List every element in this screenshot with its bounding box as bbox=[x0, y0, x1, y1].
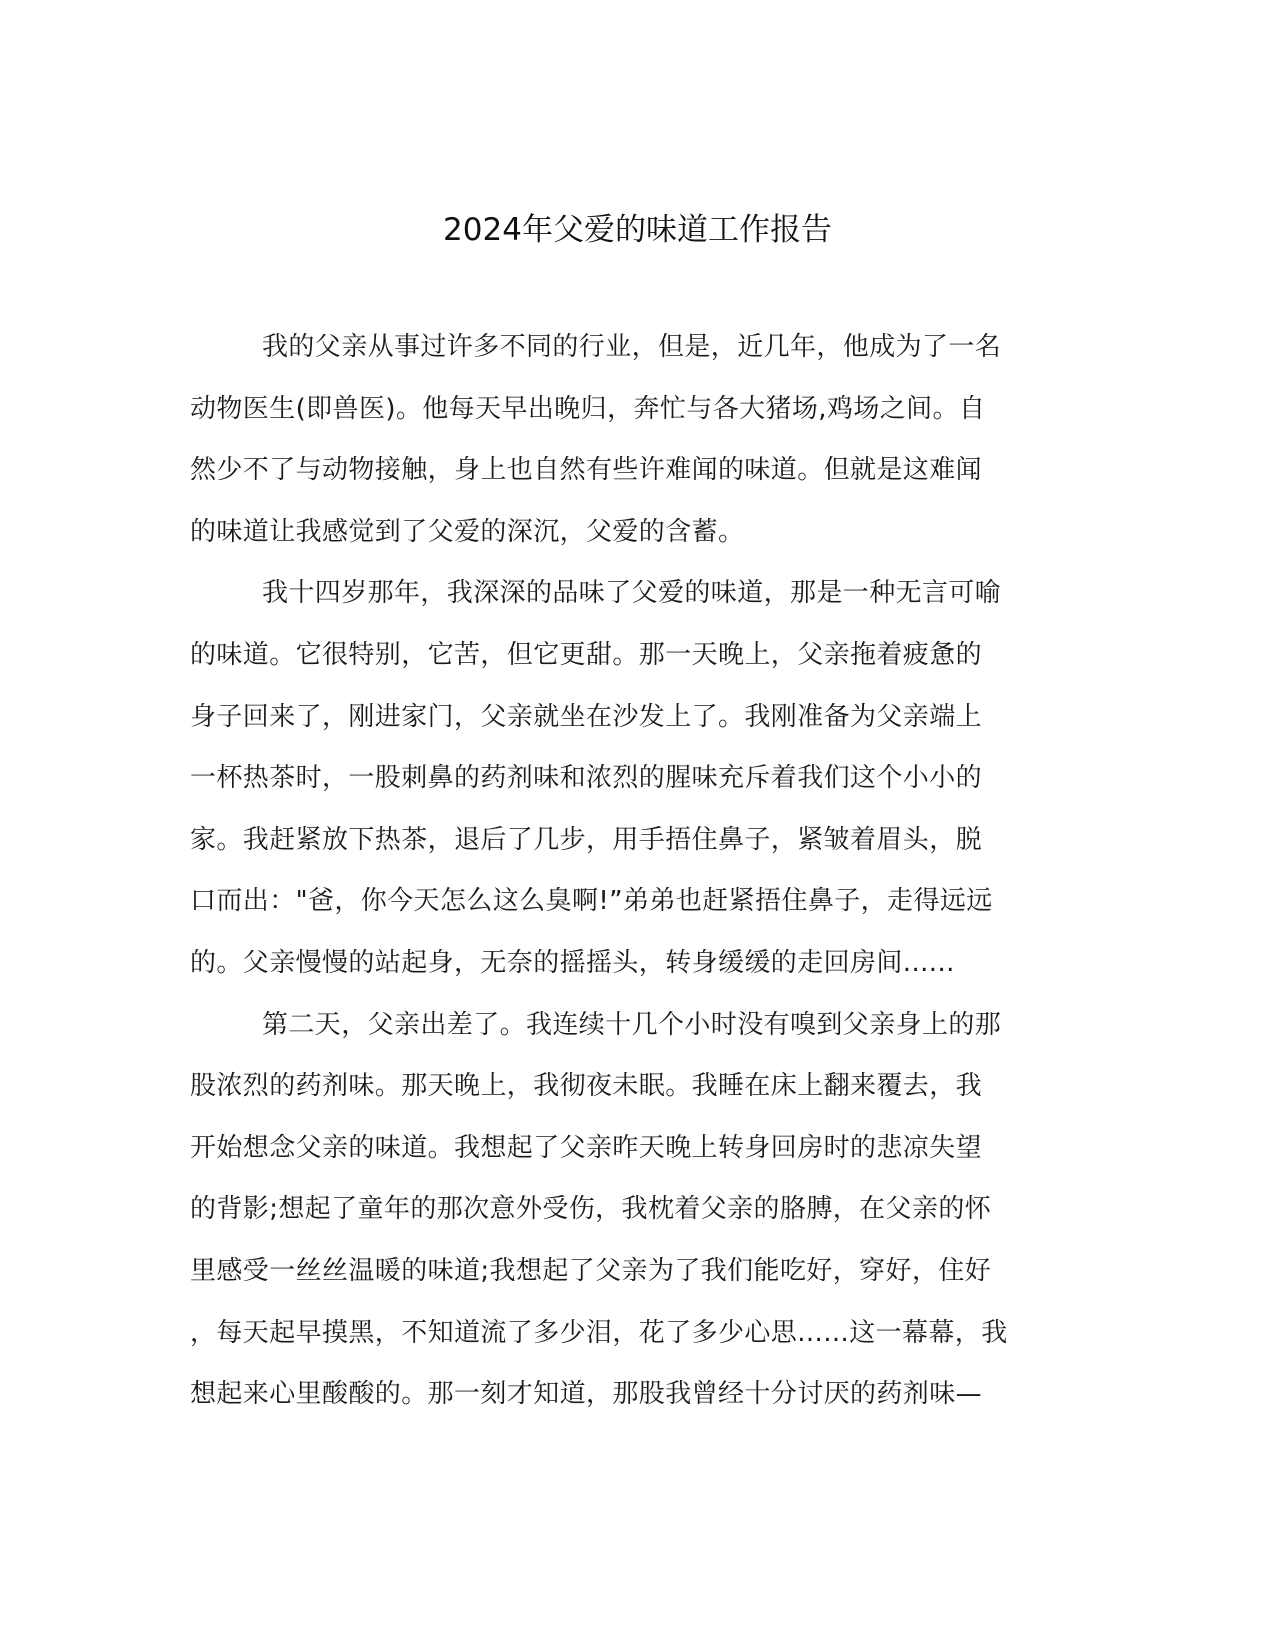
body-line: 口而出："爸，你今天怎么这么臭啊!”弟弟也赶紧捂住鼻子，走得远远 bbox=[190, 886, 993, 917]
body-line: 第二天，父亲出差了。我连续十几个小时没有嗅到父亲身上的那 bbox=[262, 1009, 1002, 1040]
body-line: 动物医生(即兽医)。他每天早出晚归，奔忙与各大猪场,鸡场之间。自 bbox=[190, 393, 986, 424]
document-title: 2024年父爱的味道工作报告 bbox=[443, 212, 832, 248]
body-line: 我十四岁那年，我深深的品味了父爱的味道，那是一种无言可喻 bbox=[262, 578, 1002, 609]
body-line: 然少不了与动物接触，身上也自然有些许难闻的味道。但就是这难闻 bbox=[190, 455, 983, 486]
body-line: 的味道让我感觉到了父爱的深沉，父爱的含蓄。 bbox=[190, 516, 745, 547]
body-line: 一杯热茶时，一股刺鼻的药剂味和浓烈的腥味充斥着我们这个小小的 bbox=[190, 763, 983, 794]
document-body bbox=[190, 332, 1080, 1441]
body-line: 我的父亲从事过许多不同的行业，但是，近几年，他成为了一名 bbox=[262, 332, 1002, 362]
body-line: ，每天起早摸黑，不知道流了多少泪，花了多少心思......这一幕幕，我 bbox=[190, 1317, 1008, 1348]
body-line: 开始想念父亲的味道。我想起了父亲昨天晚上转身回房时的悲凉失望 bbox=[190, 1132, 983, 1163]
body-line: 家。我赶紧放下热茶，退后了几步，用手捂住鼻子，紧皱着眉头，脱 bbox=[190, 824, 983, 855]
body-line: 的。父亲慢慢的站起身，无奈的摇摇头，转身缓缓的走回房间...... bbox=[190, 947, 955, 978]
body-line: 的背影;想起了童年的那次意外受伤，我枕着父亲的胳膊，在父亲的怀 bbox=[190, 1194, 992, 1225]
body-line: 的味道。它很特别，它苦，但它更甜。那一天晚上，父亲拖着疲惫的 bbox=[190, 639, 983, 670]
body-line: 想起来心里酸酸的。那一刻才知道，那股我曾经十分讨厌的药剂味— bbox=[190, 1379, 983, 1410]
body-line: 里感受一丝丝温暖的味道;我想起了父亲为了我们能吃好，穿好，住好 bbox=[190, 1255, 992, 1286]
body-line: 身子回来了，刚进家门，父亲就坐在沙发上了。我刚准备为父亲端上 bbox=[190, 701, 983, 732]
body-line: 股浓烈的药剂味。那天晚上，我彻夜未眠。我睡在床上翻来覆去，我 bbox=[190, 1071, 983, 1102]
